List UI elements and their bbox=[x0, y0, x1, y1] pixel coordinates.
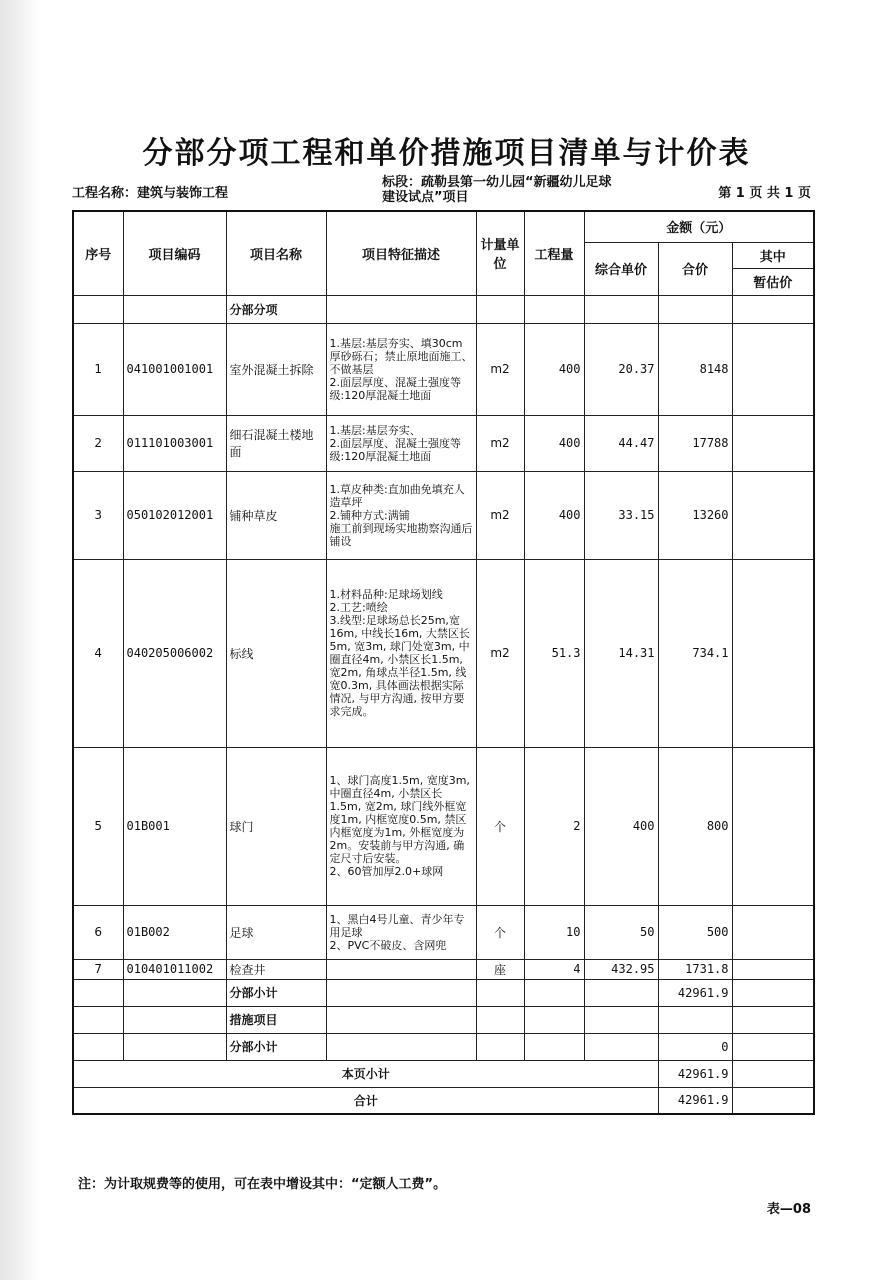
header-total: 合价 bbox=[658, 242, 732, 295]
page-subtotal-label: 本页小计 bbox=[73, 1060, 658, 1087]
row-unit: 个 bbox=[476, 747, 524, 905]
footnote: 注：为计取规费等的使用，可在表中增设其中：“定额人工费”。 bbox=[78, 1177, 447, 1192]
row-price: 14.31 bbox=[584, 559, 658, 747]
row-desc: 1.基层:基层夯实、填30cm厚砂砾石；禁止原地面施工、不做基层 2.面层厚度、混凝土强度等级:120厚混凝土地面 bbox=[326, 323, 476, 415]
form-number: 表—08 bbox=[766, 1202, 811, 1217]
table-row bbox=[73, 905, 814, 959]
row-name: 铺种草皮 bbox=[226, 471, 326, 559]
row-provisional bbox=[732, 905, 814, 959]
row-qty: 2 bbox=[524, 747, 584, 905]
header-of-which: 其中 bbox=[732, 242, 814, 268]
subtotal-row bbox=[73, 979, 814, 1006]
subtotal-row bbox=[73, 1033, 814, 1060]
row-provisional bbox=[732, 959, 814, 979]
table-row bbox=[73, 959, 814, 979]
grand-total-row bbox=[73, 1087, 814, 1114]
row-seq: 4 bbox=[73, 559, 123, 747]
row-qty: 400 bbox=[524, 323, 584, 415]
page-subtotal-value: 42961.9 bbox=[658, 1060, 732, 1087]
header-code: 项目编码 bbox=[123, 211, 226, 295]
row-desc: 1.基层:基层夯实、 2.面层厚度、混凝土强度等级:120厚混凝土地面 bbox=[326, 415, 476, 471]
row-unit: m2 bbox=[476, 471, 524, 559]
header-seq: 序号 bbox=[73, 211, 123, 295]
row-unit: 个 bbox=[476, 905, 524, 959]
section-label: 分部分项 bbox=[226, 295, 326, 323]
row-total: 800 bbox=[658, 747, 732, 905]
header-name: 项目名称 bbox=[226, 211, 326, 295]
row-name: 检查井 bbox=[226, 959, 326, 979]
row-price: 20.37 bbox=[584, 323, 658, 415]
section-row bbox=[73, 295, 814, 323]
row-total: 734.1 bbox=[658, 559, 732, 747]
subtotal-value: 0 bbox=[658, 1033, 732, 1060]
row-name: 球门 bbox=[226, 747, 326, 905]
row-qty: 4 bbox=[524, 959, 584, 979]
row-price: 400 bbox=[584, 747, 658, 905]
header-unit: 计量单位 bbox=[476, 211, 524, 295]
row-provisional bbox=[732, 415, 814, 471]
subtotal-value: 42961.9 bbox=[658, 979, 732, 1006]
row-code: 050102012001 bbox=[123, 471, 226, 559]
page-subtotal-row bbox=[73, 1060, 814, 1087]
measures-row bbox=[73, 1006, 814, 1033]
row-name: 足球 bbox=[226, 905, 326, 959]
row-price: 50 bbox=[584, 905, 658, 959]
row-total: 1731.8 bbox=[658, 959, 732, 979]
row-desc: 1、黑白4号儿童、青少年专用足球 2、PVC不破皮、含网兜 bbox=[326, 905, 476, 959]
row-seq: 2 bbox=[73, 415, 123, 471]
header-provisional: 暂估价 bbox=[732, 268, 814, 295]
grand-total-value: 42961.9 bbox=[658, 1087, 732, 1114]
row-provisional bbox=[732, 747, 814, 905]
subtotal-label: 分部小计 bbox=[226, 979, 326, 1006]
row-unit: 座 bbox=[476, 959, 524, 979]
row-seq: 5 bbox=[73, 747, 123, 905]
row-provisional bbox=[732, 559, 814, 747]
row-total: 17788 bbox=[658, 415, 732, 471]
row-code: 011101003001 bbox=[123, 415, 226, 471]
header-unit-price: 综合单价 bbox=[584, 242, 658, 295]
row-code: 010401011002 bbox=[123, 959, 226, 979]
subtotal-label: 分部小计 bbox=[226, 1033, 326, 1060]
row-provisional bbox=[732, 323, 814, 415]
header-qty: 工程量 bbox=[524, 211, 584, 295]
row-unit: m2 bbox=[476, 559, 524, 747]
row-desc: 1.材料品种:足球场划线 2.工艺:喷绘 3.线型:足球场总长25m,宽16m, 中线长16m, 大禁区长5m, 宽3m, 球门处宽3m, 中圈直径4m, 小禁区长1.5m, 宽2m, 角球点半径1.5m, 线宽0.3m, 具体画法根据实际情况, 与甲方沟通, 按甲方要求完成。 bbox=[326, 559, 476, 747]
page-title: 分部分项工程和单价措施项目清单与计价表 bbox=[142, 136, 751, 171]
grand-total-label: 合计 bbox=[73, 1087, 658, 1114]
row-price: 33.15 bbox=[584, 471, 658, 559]
table-row bbox=[73, 747, 814, 905]
row-seq: 7 bbox=[73, 959, 123, 979]
row-name: 室外混凝土拆除 bbox=[226, 323, 326, 415]
project-name: 工程名称：建筑与装饰工程 bbox=[72, 186, 229, 201]
row-total: 8148 bbox=[658, 323, 732, 415]
scan-edge-shadow bbox=[0, 0, 40, 1280]
row-qty: 400 bbox=[524, 471, 584, 559]
row-code: 041001001001 bbox=[123, 323, 226, 415]
row-total: 500 bbox=[658, 905, 732, 959]
row-name: 标线 bbox=[226, 559, 326, 747]
table-row bbox=[73, 415, 814, 471]
row-price: 432.95 bbox=[584, 959, 658, 979]
page-info: 第 1 页 共 1 页 bbox=[718, 186, 811, 201]
section-name: 标段：疏勒县第一幼儿园“新疆幼儿足球建设试点”项目 bbox=[382, 175, 612, 205]
row-unit: m2 bbox=[476, 323, 524, 415]
row-seq: 6 bbox=[73, 905, 123, 959]
header-desc: 项目特征描述 bbox=[326, 211, 476, 295]
row-unit: m2 bbox=[476, 415, 524, 471]
row-seq: 1 bbox=[73, 323, 123, 415]
header-amount: 金额（元） bbox=[584, 211, 814, 242]
row-name: 细石混凝土楼地面 bbox=[226, 415, 326, 471]
row-qty: 400 bbox=[524, 415, 584, 471]
row-qty: 10 bbox=[524, 905, 584, 959]
row-price: 44.47 bbox=[584, 415, 658, 471]
row-total: 13260 bbox=[658, 471, 732, 559]
row-desc bbox=[326, 959, 476, 979]
row-provisional bbox=[732, 471, 814, 559]
row-code: 040205006002 bbox=[123, 559, 226, 747]
row-code: 01B002 bbox=[123, 905, 226, 959]
table-row bbox=[73, 471, 814, 559]
measures-label: 措施项目 bbox=[226, 1006, 326, 1033]
row-seq: 3 bbox=[73, 471, 123, 559]
row-desc: 1、球门高度1.5m, 宽度3m, 中圈直径4m, 小禁区长1.5m, 宽2m, 球门线外框宽度1m, 内框宽度0.5m, 禁区内框宽度为1m, 外框宽度为2m。安装前与甲方沟通, 确定尺寸后安装。 2、60管加厚2.0+球网 bbox=[326, 747, 476, 905]
table-row bbox=[73, 559, 814, 747]
row-code: 01B001 bbox=[123, 747, 226, 905]
table-row bbox=[73, 323, 814, 415]
row-qty: 51.3 bbox=[524, 559, 584, 747]
pricing-table bbox=[72, 210, 815, 1115]
row-desc: 1.草皮种类:直加曲免填充人造草坪 2.铺种方式:满铺 施工前到现场实地勘察沟通后铺设 bbox=[326, 471, 476, 559]
